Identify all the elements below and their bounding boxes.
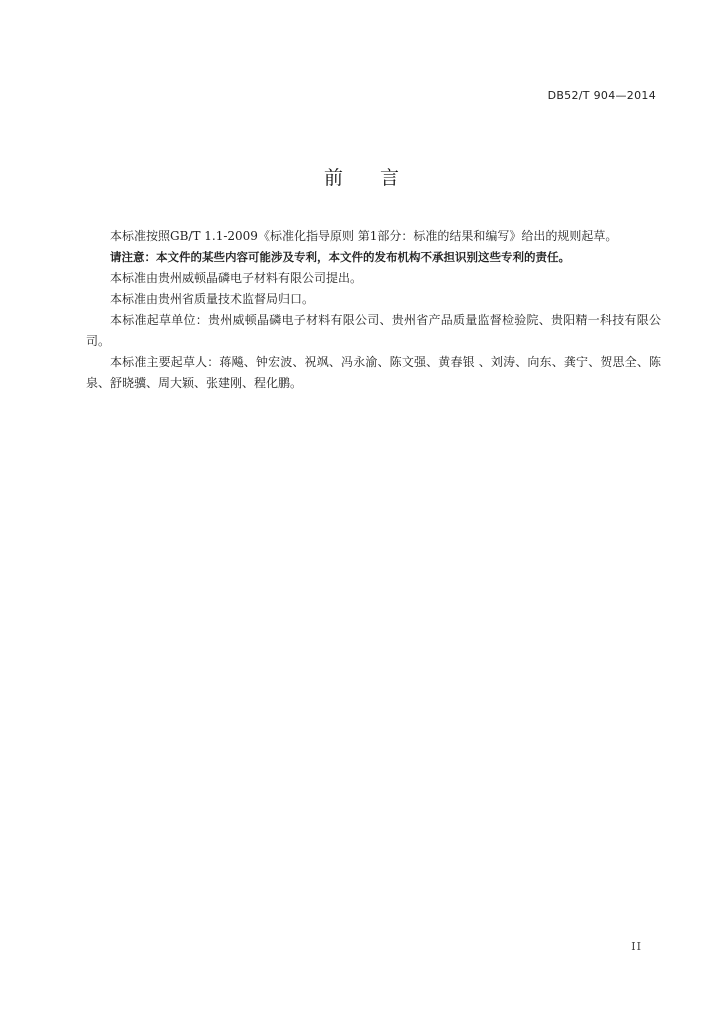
paragraph-administrator: 本标准由贵州省质量技术监督局归口。 (110, 292, 315, 306)
paragraph-patent-notice: 请注意：本文件的某些内容可能涉及专利，本文件的发布机构不承担识别这些专利的责任。 (110, 250, 570, 264)
paragraph-drafting-rules: 本标准按照GB/T 1.1-2009《标准化指导原则 第1部分：标准的结果和编写》给出的规则起草。 (110, 229, 618, 243)
page-title (0, 163, 724, 190)
paragraph-drafters: 本标准主要起草人：蒋飚、钟宏波、祝飒、冯永渝、陈文强、黄春银 、刘涛、向东、龚宁、贺思全、陈泉、舒晓骥、周大颖、张建刚、程化鹏。 (86, 355, 661, 390)
title-char-1: 前 (323, 167, 344, 189)
paragraph-drafting-units: 本标准起草单位：贵州威顿晶磷电子材料有限公司、贵州省产品质量监督检验院、贵阳精一科技有限公司。 (86, 313, 661, 348)
page-number: II (631, 940, 642, 953)
foreword-body (86, 226, 661, 394)
document-code: DB52/T 904—2014 (547, 89, 656, 102)
title-char-2: 言 (380, 167, 401, 189)
paragraph-proposer: 本标准由贵州威顿晶磷电子材料有限公司提出。 (110, 271, 363, 285)
